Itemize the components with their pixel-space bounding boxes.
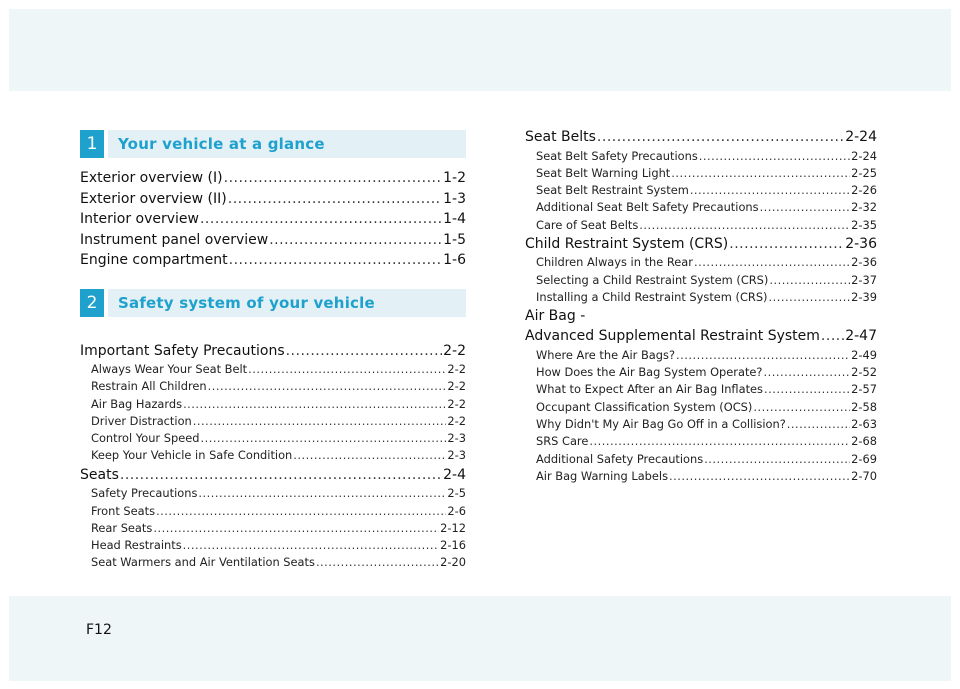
toc-subentry[interactable] — [525, 347, 877, 364]
toc-entry[interactable] — [80, 230, 466, 251]
dot-leader — [200, 430, 446, 447]
toc-entry-title: Head Restraints — [91, 538, 182, 553]
toc-entry-page: 1-6 — [443, 252, 466, 268]
toc-entry[interactable] — [80, 250, 466, 271]
toc-entry-page: 2-36 — [851, 255, 877, 270]
dot-leader — [228, 189, 442, 210]
toc-entry-title: Interior overview — [80, 211, 199, 227]
toc-entry-title: Seats — [80, 466, 119, 483]
dot-leader — [764, 381, 850, 398]
section-header-2 — [80, 289, 466, 317]
toc-entry-page: 1-2 — [443, 170, 466, 186]
toc-entry[interactable] — [80, 465, 466, 486]
toc-entry-page: 2-24 — [845, 129, 877, 145]
dot-leader — [200, 209, 442, 230]
toc-entry-title: Selecting a Child Restraint System (CRS) — [536, 272, 769, 287]
dot-leader — [183, 396, 446, 413]
toc-subentry[interactable] — [525, 433, 877, 450]
toc-entry-page: 2-57 — [851, 382, 877, 397]
toc-entry-title: Keep Your Vehicle in Safe Condition — [91, 448, 293, 463]
toc-entry-page: 2-36 — [845, 235, 877, 252]
toc-entry[interactable] — [525, 234, 877, 255]
toc-entry[interactable] — [525, 306, 877, 326]
section-number: 1 — [80, 130, 104, 158]
toc-subentry[interactable] — [525, 182, 877, 199]
toc-entry-title: Occupant Classification System (OCS) — [536, 399, 753, 414]
toc-entry-title: Air Bag - — [525, 308, 586, 325]
section-title[interactable]: Safety system of your vehicle — [108, 289, 466, 317]
toc-entry-page: 2-39 — [851, 290, 877, 305]
toc-entry-page: 2-35 — [851, 217, 877, 232]
toc-subentry[interactable] — [80, 447, 466, 464]
dot-leader — [690, 182, 850, 199]
toc-entry-title: Care of Seat Belts — [536, 217, 639, 232]
toc-entry-page: 2-16 — [440, 538, 466, 553]
dot-leader — [248, 361, 446, 378]
toc-entry-page: 2-2 — [447, 396, 466, 411]
section-header-1 — [80, 130, 466, 158]
toc-subentry[interactable] — [525, 165, 877, 182]
toc-subentry[interactable] — [80, 554, 466, 571]
header-band — [9, 9, 951, 91]
toc-entry-title: Air Bag Warning Labels — [536, 468, 669, 483]
toc-entry[interactable] — [525, 326, 877, 347]
toc-entry-page: 2-3 — [447, 431, 466, 446]
toc-entry-title: Seat Belt Safety Precautions — [536, 148, 698, 163]
dot-leader — [704, 451, 850, 468]
toc-entry-title: Exterior overview (I) — [80, 170, 223, 186]
dot-leader — [769, 289, 851, 306]
toc-entry-title: Restrain All Children — [91, 379, 207, 394]
toc-subentry[interactable] — [525, 451, 877, 468]
dot-leader — [269, 230, 442, 251]
dot-leader — [286, 341, 443, 362]
toc-subentry[interactable] — [525, 468, 877, 485]
dot-leader — [694, 254, 850, 271]
toc-entry-page: 2-68 — [851, 434, 877, 449]
toc-entry-title: SRS Care — [536, 434, 589, 449]
dot-leader — [669, 468, 850, 485]
dot-leader — [597, 127, 844, 148]
toc-entry-page: 2-25 — [851, 165, 877, 180]
toc-entry-title: Where Are the Air Bags? — [536, 347, 675, 362]
toc-entry-page: 2-49 — [851, 347, 877, 362]
toc-subentry[interactable] — [525, 272, 877, 289]
dot-leader — [729, 234, 844, 255]
toc-entry-page: 2-52 — [851, 365, 877, 380]
toc-entry-title: Front Seats — [91, 503, 156, 518]
toc-entry-title: Control Your Speed — [91, 431, 200, 446]
toc-subentry[interactable] — [80, 537, 466, 554]
toc-entry-page: 2-2 — [447, 362, 466, 376]
toc-entry-title: Advanced Supplemental Restraint System — [525, 328, 820, 345]
toc-entry-page: 2-47 — [845, 328, 877, 345]
dot-leader — [763, 364, 850, 381]
section-number: 2 — [80, 289, 104, 317]
toc-list-section-2-continued — [525, 127, 877, 485]
dot-leader — [671, 165, 850, 182]
toc-subentry[interactable] — [525, 364, 877, 381]
dot-leader — [589, 433, 850, 450]
dot-leader — [229, 250, 442, 271]
toc-entry-title: Installing a Child Restraint System (CRS) — [536, 290, 768, 305]
dot-leader — [760, 199, 851, 216]
toc-entry-title: Safety Precautions — [91, 486, 198, 501]
toc-subentry[interactable] — [525, 254, 877, 271]
toc-entry-page: 2-3 — [447, 448, 466, 463]
toc-entry-page: 2-37 — [851, 272, 877, 287]
toc-entry-page: 2-70 — [851, 468, 877, 483]
dot-leader — [120, 465, 442, 486]
toc-entry-page: 2-24 — [851, 148, 877, 163]
toc-entry-page: 2-2 — [443, 342, 466, 359]
toc-entry[interactable] — [80, 168, 466, 189]
dot-leader — [753, 399, 850, 416]
toc-entry-page: 2-4 — [443, 466, 466, 483]
dot-leader — [183, 537, 439, 554]
toc-entry-title: Seat Belts — [525, 129, 596, 145]
toc-entry-page: 2-63 — [851, 417, 877, 432]
section-title[interactable]: Your vehicle at a glance — [108, 130, 466, 158]
dot-leader — [198, 485, 446, 502]
toc-entry-title: Air Bag Hazards — [91, 396, 183, 411]
toc-entry-page: 2-2 — [447, 379, 466, 394]
toc-entry-title: Children Always in the Rear — [536, 255, 693, 270]
toc-entry-title: Driver Distraction — [91, 413, 192, 428]
dot-leader — [316, 554, 439, 571]
dot-leader — [699, 148, 850, 165]
toc-list-section-2 — [80, 341, 466, 572]
toc-entry-title: Seat Belt Warning Light — [536, 165, 671, 180]
toc-subentry[interactable] — [80, 520, 466, 537]
page-number: F12 — [86, 622, 112, 638]
toc-subentry[interactable] — [525, 148, 877, 165]
toc-entry-page: 1-3 — [443, 190, 466, 207]
toc-subentry[interactable] — [80, 378, 466, 395]
toc-entry[interactable] — [80, 209, 466, 230]
toc-entry-title: Child Restraint System (CRS) — [525, 235, 729, 252]
toc-entry-title: How Does the Air Bag System Operate? — [536, 365, 763, 380]
dot-leader — [676, 347, 850, 364]
toc-entry-title: Always Wear Your Seat Belt — [91, 362, 248, 376]
toc-subentry[interactable] — [525, 381, 877, 398]
toc-entry-title: Exterior overview (II) — [80, 190, 227, 207]
toc-subentry[interactable] — [525, 399, 877, 416]
dot-leader — [156, 503, 446, 520]
toc-subentry[interactable] — [80, 396, 466, 413]
toc-subentry[interactable] — [80, 361, 466, 378]
toc-entry-page: 2-58 — [851, 399, 877, 414]
toc-subentry[interactable] — [80, 413, 466, 430]
toc-entry[interactable] — [80, 341, 466, 362]
dot-leader — [639, 217, 850, 234]
dot-leader — [224, 168, 443, 189]
toc-subentry[interactable] — [525, 289, 877, 306]
toc-entry[interactable] — [80, 189, 466, 210]
toc-entry-page: 2-20 — [440, 555, 466, 570]
toc-entry-page: 2-2 — [447, 413, 466, 428]
toc-entry-page: 1-5 — [443, 231, 466, 248]
toc-right-column — [525, 127, 877, 485]
toc-entry-title: Important Safety Precautions — [80, 342, 285, 359]
toc-subentry[interactable] — [80, 503, 466, 520]
dot-leader — [208, 378, 447, 395]
toc-entry-title: Seat Belt Restraint System — [536, 183, 689, 198]
toc-left-column — [80, 130, 466, 572]
dot-leader — [821, 326, 844, 347]
toc-entry-title: Seat Warmers and Air Ventilation Seats — [91, 555, 315, 570]
toc-subentry[interactable] — [525, 199, 877, 216]
dot-leader — [153, 520, 439, 537]
toc-entry-title: Additional Safety Precautions — [536, 451, 704, 466]
toc-entry-title: Instrument panel overview — [80, 231, 269, 248]
toc-entry-title: Engine compartment — [80, 252, 228, 268]
toc-entry-title: What to Expect After an Air Bag Inflates — [536, 382, 763, 397]
toc-entry-page: 1-4 — [443, 211, 466, 227]
toc-subentry[interactable] — [525, 416, 877, 433]
dot-leader — [293, 447, 446, 464]
dot-leader — [787, 416, 850, 433]
toc-subentry[interactable] — [80, 485, 466, 502]
dot-leader — [769, 272, 850, 289]
toc-entry-page: 2-6 — [447, 503, 466, 518]
toc-entry-page: 2-69 — [851, 451, 877, 466]
toc-entry-page: 2-26 — [851, 183, 877, 198]
toc-subentry[interactable] — [80, 430, 466, 447]
toc-entry-page: 2-12 — [440, 520, 466, 535]
dot-leader — [193, 413, 447, 430]
toc-subentry[interactable] — [525, 217, 877, 234]
footer-band — [9, 596, 951, 681]
toc-list-section-1 — [80, 168, 466, 271]
toc-entry-title: Additional Seat Belt Safety Precautions — [536, 200, 759, 215]
toc-entry-page: 2-5 — [447, 486, 466, 501]
toc-entry[interactable] — [525, 127, 877, 148]
toc-entry-title: Rear Seats — [91, 520, 153, 535]
toc-entry-page: 2-32 — [851, 200, 877, 215]
toc-entry-title: Why Didn't My Air Bag Go Off in a Collision? — [536, 417, 786, 432]
